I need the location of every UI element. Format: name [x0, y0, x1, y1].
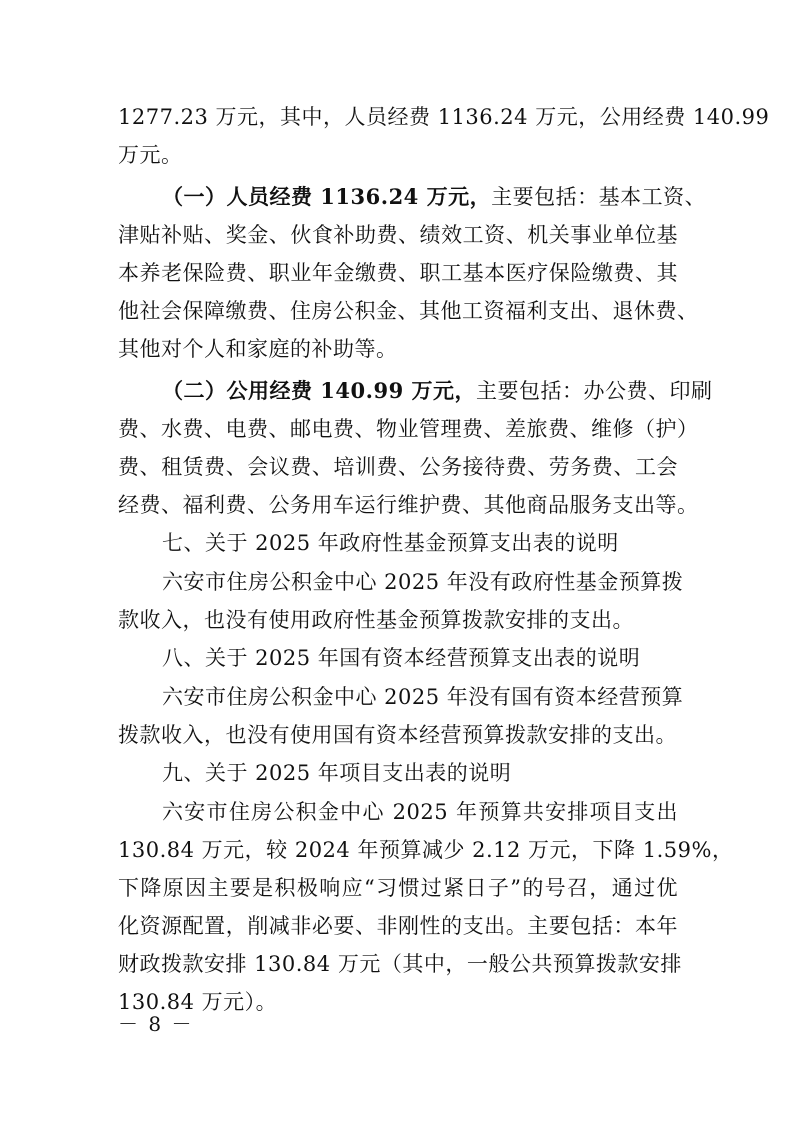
section-heading: [162, 754, 678, 792]
line-text: 经费、福利费、公务用车运行维护费、其他商品服务支出等。: [118, 493, 699, 517]
paragraph-line: [118, 945, 682, 983]
section-heading: [162, 639, 678, 677]
line-text: 主要包括：基本工资、: [491, 185, 707, 209]
paragraph-line: [118, 330, 678, 368]
paragraph-line: [118, 601, 678, 639]
paragraph-line: [118, 292, 699, 330]
paragraph-line: [118, 448, 678, 486]
paragraph-line: [118, 983, 678, 1021]
paragraph-line: [118, 254, 678, 292]
line-text: 万元。: [118, 143, 183, 167]
line-text: 主要包括：办公费、印刷: [476, 379, 713, 403]
paragraph-line: [162, 178, 707, 216]
paragraph-line: [118, 98, 770, 136]
line-text: 财政拨款安排 130.84 万元（其中，一般公共预算拨款安排: [118, 952, 682, 976]
line-text: 化资源配置，削减非必要、非刚性的支出。主要包括：本年: [118, 914, 678, 938]
paragraph-line: [118, 869, 678, 907]
paragraph-line: [118, 907, 678, 945]
line-text: 本养老保险费、职业年金缴费、职工基本医疗保险缴费、其: [118, 261, 678, 285]
paragraph-line: [118, 716, 678, 754]
paragraph-line: [162, 678, 684, 716]
line-text: 其他对个人和家庭的补助等。: [118, 337, 398, 361]
paragraph-line: [162, 563, 684, 601]
paragraph-line: [118, 136, 678, 174]
line-text: 拨款收入，也没有使用国有资本经营预算拨款安排的支出。: [118, 723, 677, 747]
paragraph-line: [162, 372, 713, 410]
paragraph-line: [118, 831, 734, 869]
line-text: 八、关于 2025 年国有资本经营预算支出表的说明: [162, 646, 641, 670]
line-text: 费、水费、电费、邮电费、物业管理费、差旅费、维修（护）: [118, 417, 699, 441]
paragraph-line: [118, 486, 699, 524]
paragraph-line: [162, 793, 678, 831]
bold-lead-text: （二）公用经费 140.99 万元，: [162, 378, 476, 403]
line-text: 款收入，也没有使用政府性基金预算拨款安排的支出。: [118, 608, 634, 632]
line-text: 六安市住房公积金中心 2025 年预算共安排项目支出: [162, 800, 678, 824]
line-text: 1277.23 万元，其中，人员经费 1136.24 万元，公用经费 140.99: [118, 105, 770, 129]
section-heading: [162, 524, 678, 562]
line-text: 他社会保障缴费、住房公积金、其他工资福利支出、退休费、: [118, 299, 699, 323]
line-text: 津贴补贴、奖金、伙食补助费、绩效工资、机关事业单位基: [118, 223, 678, 247]
line-text: 九、关于 2025 年项目支出表的说明: [162, 761, 512, 785]
line-text: 六安市住房公积金中心 2025 年没有国有资本经营预算: [162, 685, 684, 709]
paragraph-line: [118, 216, 678, 254]
line-text: 费、租赁费、会议费、培训费、公务接待费、劳务费、工会: [118, 455, 678, 479]
line-text: 130.84 万元，较 2024 年预算减少 2.12 万元，下降 1.59%，: [118, 838, 734, 862]
line-text: 六安市住房公积金中心 2025 年没有政府性基金预算拨: [162, 570, 684, 594]
line-text: 130.84 万元）。: [118, 990, 278, 1014]
line-text: 下降原因主要是积极响应“习惯过紧日子”的号召，通过优: [118, 876, 678, 900]
paragraph-line: [118, 410, 699, 448]
page-number: － 8 －: [118, 1012, 194, 1036]
bold-lead-text: （一）人员经费 1136.24 万元，: [162, 184, 492, 209]
line-text: 七、关于 2025 年政府性基金预算支出表的说明: [162, 531, 619, 555]
